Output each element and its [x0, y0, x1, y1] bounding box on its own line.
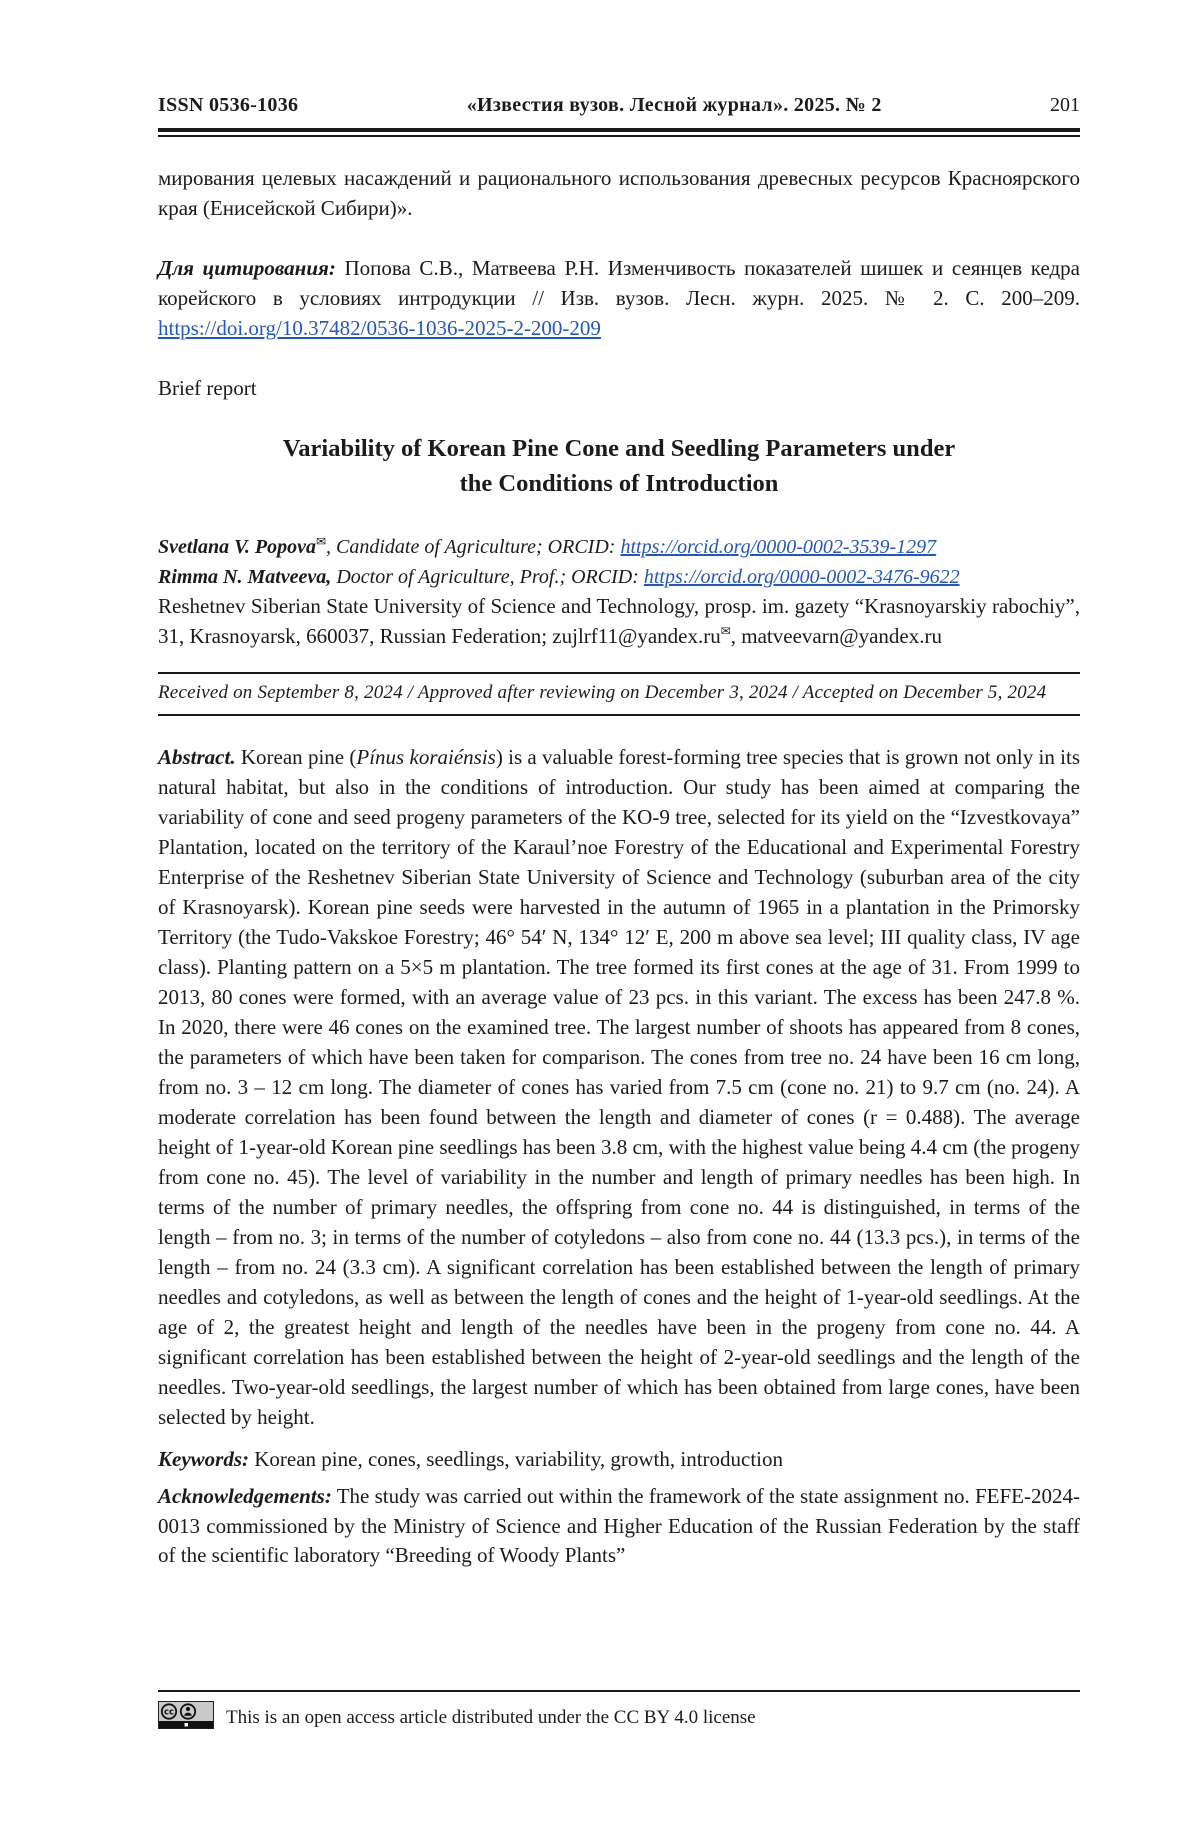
abstract-text-pre: Korean pine ( [235, 745, 357, 769]
keywords-text: Korean pine, cones, seedlings, variability, growth, introduction [249, 1447, 784, 1471]
citation-paragraph [158, 253, 1080, 343]
mail-icon: ✉ [315, 534, 327, 549]
acknowledgements-paragraph [158, 1482, 1080, 1571]
header-rule [158, 128, 1080, 137]
article-title-line2: the Conditions of Introduction [459, 470, 779, 497]
author-line-2 [158, 563, 1080, 593]
author-name: Rimma N. Matveeva, [158, 565, 332, 588]
affiliation-text: Reshetnev Siberian State University of Science and Technology, prosp. im. gazety “Krasnoyarskiy rabochiy”, 31, Krasnoyarsk, 660037, Russian Federation; zujlrf11@yandex.ru [158, 594, 1080, 648]
article-title [158, 431, 1080, 501]
license-row [158, 1701, 1080, 1734]
keywords-label: Keywords: [158, 1447, 249, 1471]
keywords-paragraph [158, 1444, 1080, 1474]
running-header [158, 94, 1080, 117]
citation-label: Для цитирования: [158, 256, 336, 280]
mail-icon: ✉ [720, 623, 731, 638]
issn: ISSN 0536-1036 [158, 94, 299, 116]
author-name: Svetlana V. Popova [158, 536, 316, 558]
page-content [158, 0, 1080, 1571]
acknowledgements-label: Acknowledgements: [158, 1484, 332, 1508]
affiliation [158, 592, 1080, 651]
continued-paragraph: мирования целевых насаждений и рационального использования древесных ресурсов Красноярского края (Енисейской Сибири)». [158, 166, 1080, 220]
citation-text: Попова С.В., Матвеева Р.Н. Изменчивость показателей шишек и сеянцев кедра корейского в условиях интродукции // Изв. вузов. Лесн. журн. 2025. № 2. С. 200–209. [158, 256, 1080, 310]
received-block [158, 672, 1080, 716]
doi-link[interactable]: https://doi.org/10.37482/0536-1036-2025-2-200-209 [158, 316, 601, 340]
authors-block [158, 533, 1080, 651]
article-title-line1: Variability of Korean Pine Cone and Seedling Parameters under [282, 435, 956, 462]
journal-title: «Известия вузов. Лесной журнал». 2025. № 2 [466, 94, 882, 116]
page-footer [158, 1690, 1080, 1734]
cc-icon-label: cc [163, 1707, 175, 1718]
abstract-paragraph [158, 742, 1080, 1432]
license-text: This is an open access article distributed under the CC BY 4.0 license [226, 1706, 756, 1728]
cc-by-badge-graphic [158, 1701, 214, 1729]
orcid-link-2[interactable]: https://orcid.org/0000-0002-3476-9622 [643, 565, 960, 588]
author-line-1 [158, 533, 1080, 563]
abstract-label: Abstract. [158, 745, 236, 769]
cc-by-license-badge [158, 1701, 214, 1734]
received-dates: Received on September 8, 2024 / Approved after reviewing on December 3, 2024 / Accepted on December 5, 2024 [158, 682, 1047, 703]
acknowledgements-text: The study was carried out within the framework of the state assignment no. FEFE-2024-0013 commissioned by the Ministry of Science and Higher Education of the Russian Federation by the staff of the scientific laboratory “Breeding of Woody Plants” [158, 1484, 1080, 1567]
author-role: Doctor of Agriculture, Prof.; ORCID: [331, 565, 644, 588]
orcid-link-1[interactable]: https://orcid.org/0000-0002-3539-1297 [620, 536, 937, 558]
author-role: , Candidate of Agriculture; ORCID: [326, 536, 621, 558]
page-number: 201 [1050, 94, 1080, 116]
report-type: Brief report [158, 376, 257, 400]
footer-rule [158, 1690, 1080, 1692]
abstract-text: ) is a valuable forest-forming tree species that is grown not only in its natural habitat, but also in the conditions of introduction. Our study has been aimed at comparing the variability of cone and seed progeny parameters of the KO-9 tree, selected for its yield on the “Izvestkovaya” Plantation, located on the territory of the Karaul’noe Forestry of the Educational and Experimental Forestry Enterprise of the Reshetnev Siberian State University of Science and Technology (suburban area of the city of Krasnoyarsk). Korean pine seeds were harvested in the autumn of 1965 in a plantation in the Primorsky Territory (the Tudo-Vakskoe Forestry; 46° 54′ N, 134° 12′ E, 200 m above sea level; III quality class, IV age class). Planting pattern on a 5×5 m plantation. The tree formed its first cones at the age of 31. From 1999 to 2013, 80 cones were formed, with an average value of 23 pcs. in this variant. The excess has been 247.8 %. In 2020, there were 46 cones on the examined tree. The largest number of shoots has appeared from 8 cones, the parameters of which have been taken for comparison. The cones from tree no. 24 have been 16 cm long, from no. 3 – 12 cm long. The diameter of cones has varied from 7.5 cm (cone no. 21) to 9.7 cm (no. 24). A moderate correlation has been found between the length and diameter of cones (r = 0.488). The average height of 1-year-old Korean pine seedlings has been 3.8 cm, with the highest value being 4.4 cm (the progeny from cone no. 45). The level of variability in the number and length of primary needles has been high. In terms of the number of primary needles, the offspring from cone no. 44 is distinguished, in terms of the length – from no. 3; in terms of the number of cotyledons – also from cone no. 44 (13.3 pcs.), in terms of the length – from no. 24 (3.3 cm). A significant correlation has been established between the length of primary needles and cotyledons, as well as between the length of cones and the height of 1-year-old seedlings. At the age of 2, the greatest height and length of the needles have been in the progeny from cone no. 44. A significant correlation has been established between the height of 2-year-old seedlings and the length of the needles. Two-year-old seedlings, the largest number of which has been obtained from large cones, have been selected by height. [158, 745, 1081, 1429]
affiliation-email: , matveevarn@yandex.ru [730, 623, 942, 648]
species-name: Pínus koraiénsis [356, 745, 496, 769]
